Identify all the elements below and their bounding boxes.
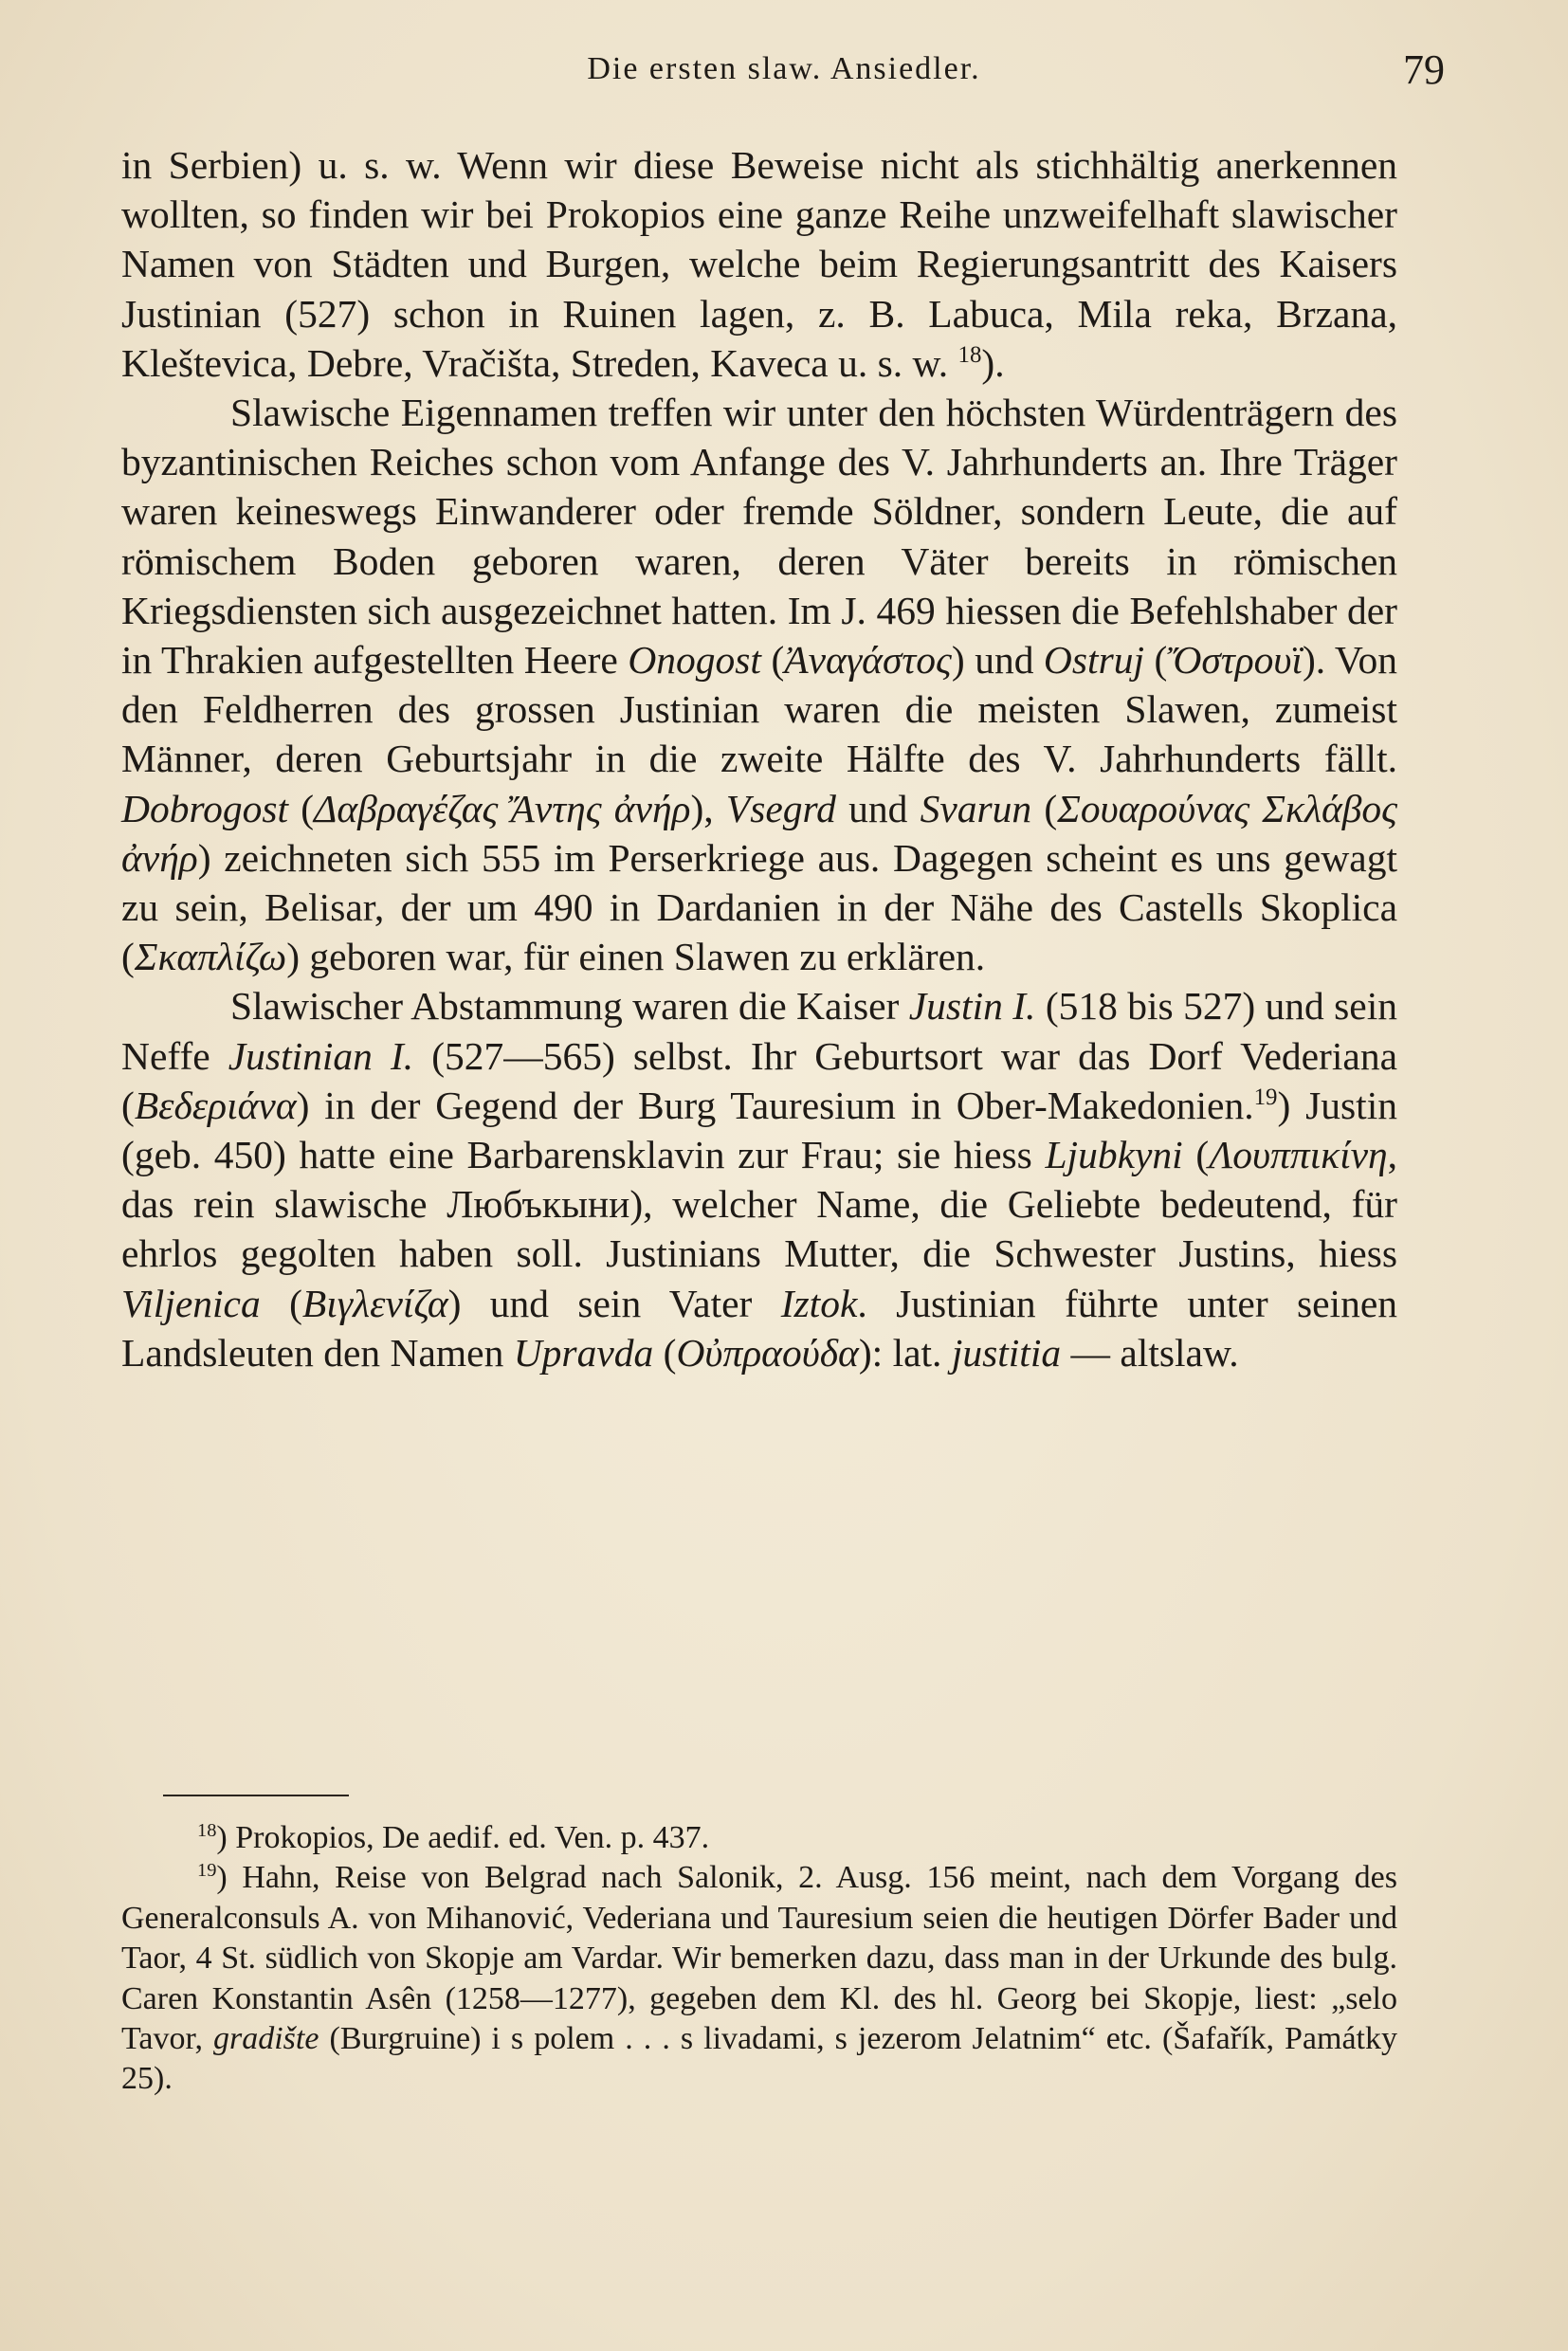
page-number: 79 bbox=[1403, 46, 1445, 93]
running-head: Die ersten slaw. Ansiedler. bbox=[587, 51, 981, 86]
main-text bbox=[121, 140, 1397, 1377]
footnote-19: $^{19}$) Hahn, Reise von Belgrad nach Salonik, 2. Ausg. 156 meint, nach dem Vorgang des Generalconsuls A. von Mihanović, Vederiana und Tauresium seien die heutigen Dörfer Bader und Taor, 4 St. südlich von Skopje am Vardar. Wir bemerken dazu, dass man in der Urkunde des bulg. Caren Konstantin Asên (1258—1277), gegeben dem Kl. des hl. Georg bei Skopje, liest: „selo Tavor, gradište (Burgruine) i s polem . . . s livadami, s jezerom Jelatnim“ etc. (Šafařík, Památky 25). bbox=[121, 1860, 1397, 2097]
footnotes bbox=[121, 1818, 1397, 2100]
footnote-18: $^{18}$) Prokopios, De aedif. ed. Ven. p. 437. bbox=[197, 1819, 710, 1855]
paragraph: Slawischer Abstammung waren die Kaiser Justin I. (518 bis 527) und sein Neffe Justinian I. (527—565) selbst. Ihr Geburtsort war das Dorf Vederiana (Βεδεριάνα) in der Gegend der Burg Tauresium in Ober-Makedonien.$^{19}$) Justin (geb. 450) hatte eine Barbarensklavin zur Frau; sie hiess Ljubkyni (Λουππικίνη, das rein slawische Любъкыни), welcher Name, die Geliebte bedeutend, für ehrlos gegolten haben soll. Justinians Mutter, die Schwester Justins, hiess Viljenica (Βιγλενίζα) und sein Vater Iztok. Justinian führte unter seinen Landsleuten den Namen Upravda (Οὐπραούδα): lat. justitia — altslaw. bbox=[121, 984, 1398, 1375]
paragraph: Slawische Eigennamen treffen wir unter den höchsten Würdenträgern des byzantinischen Reiches schon vom Anfange des V. Jahrhunderts an. Ihre Träger waren keineswegs Einwanderer oder fremde Söldner, sondern Leute, die auf römischem Boden geboren waren, deren Väter bereits in römischen Kriegsdiensten sich ausgezeichnet hatten. Im J. 469 hiessen die Befehlshaber der in Thrakien aufgestellten Heere Onogost (Ἀναγάστος) und Ostruj (Ὄστρουϊ). Von den Feldherren des grossen Justinian waren die meisten Slawen, zumeist Männer, deren Geburtsjahr in die zweite Hälfte des V. Jahrhunderts fällt. Dobrogost (Δαβραγέζας Ἄντης ἀνήρ), Vsegrd und Svarun (Σουαρούνας Σκλάβος ἀνήρ) zeichneten sich 555 im Perserkriege aus. Dagegen scheint es uns gewagt zu sein, Belisar, der um 490 in Dardanien in der Nähe des Castells Skoplica (Σκαπλίζω) geboren war, für einen Slawen zu erklären. bbox=[121, 391, 1397, 979]
footnote-divider bbox=[163, 1795, 349, 1796]
page-header bbox=[123, 46, 1445, 102]
paragraph: in Serbien) u. s. w. Wenn wir diese Beweise nicht als stichhältig anerkennen wollten, so finden wir bei Prokopios eine ganze Reihe unzweifelhaft slawischer Namen von Städten und Burgen, welche beim Regierungsantritt des Kaisers Justinian (527) schon in Ruinen lagen, z. B. Labuca, Mila reka, Brzana, Kleštevica, Debre, Vračišta, Streden, Kaveca u. s. w. $^{18}$). bbox=[121, 143, 1397, 385]
